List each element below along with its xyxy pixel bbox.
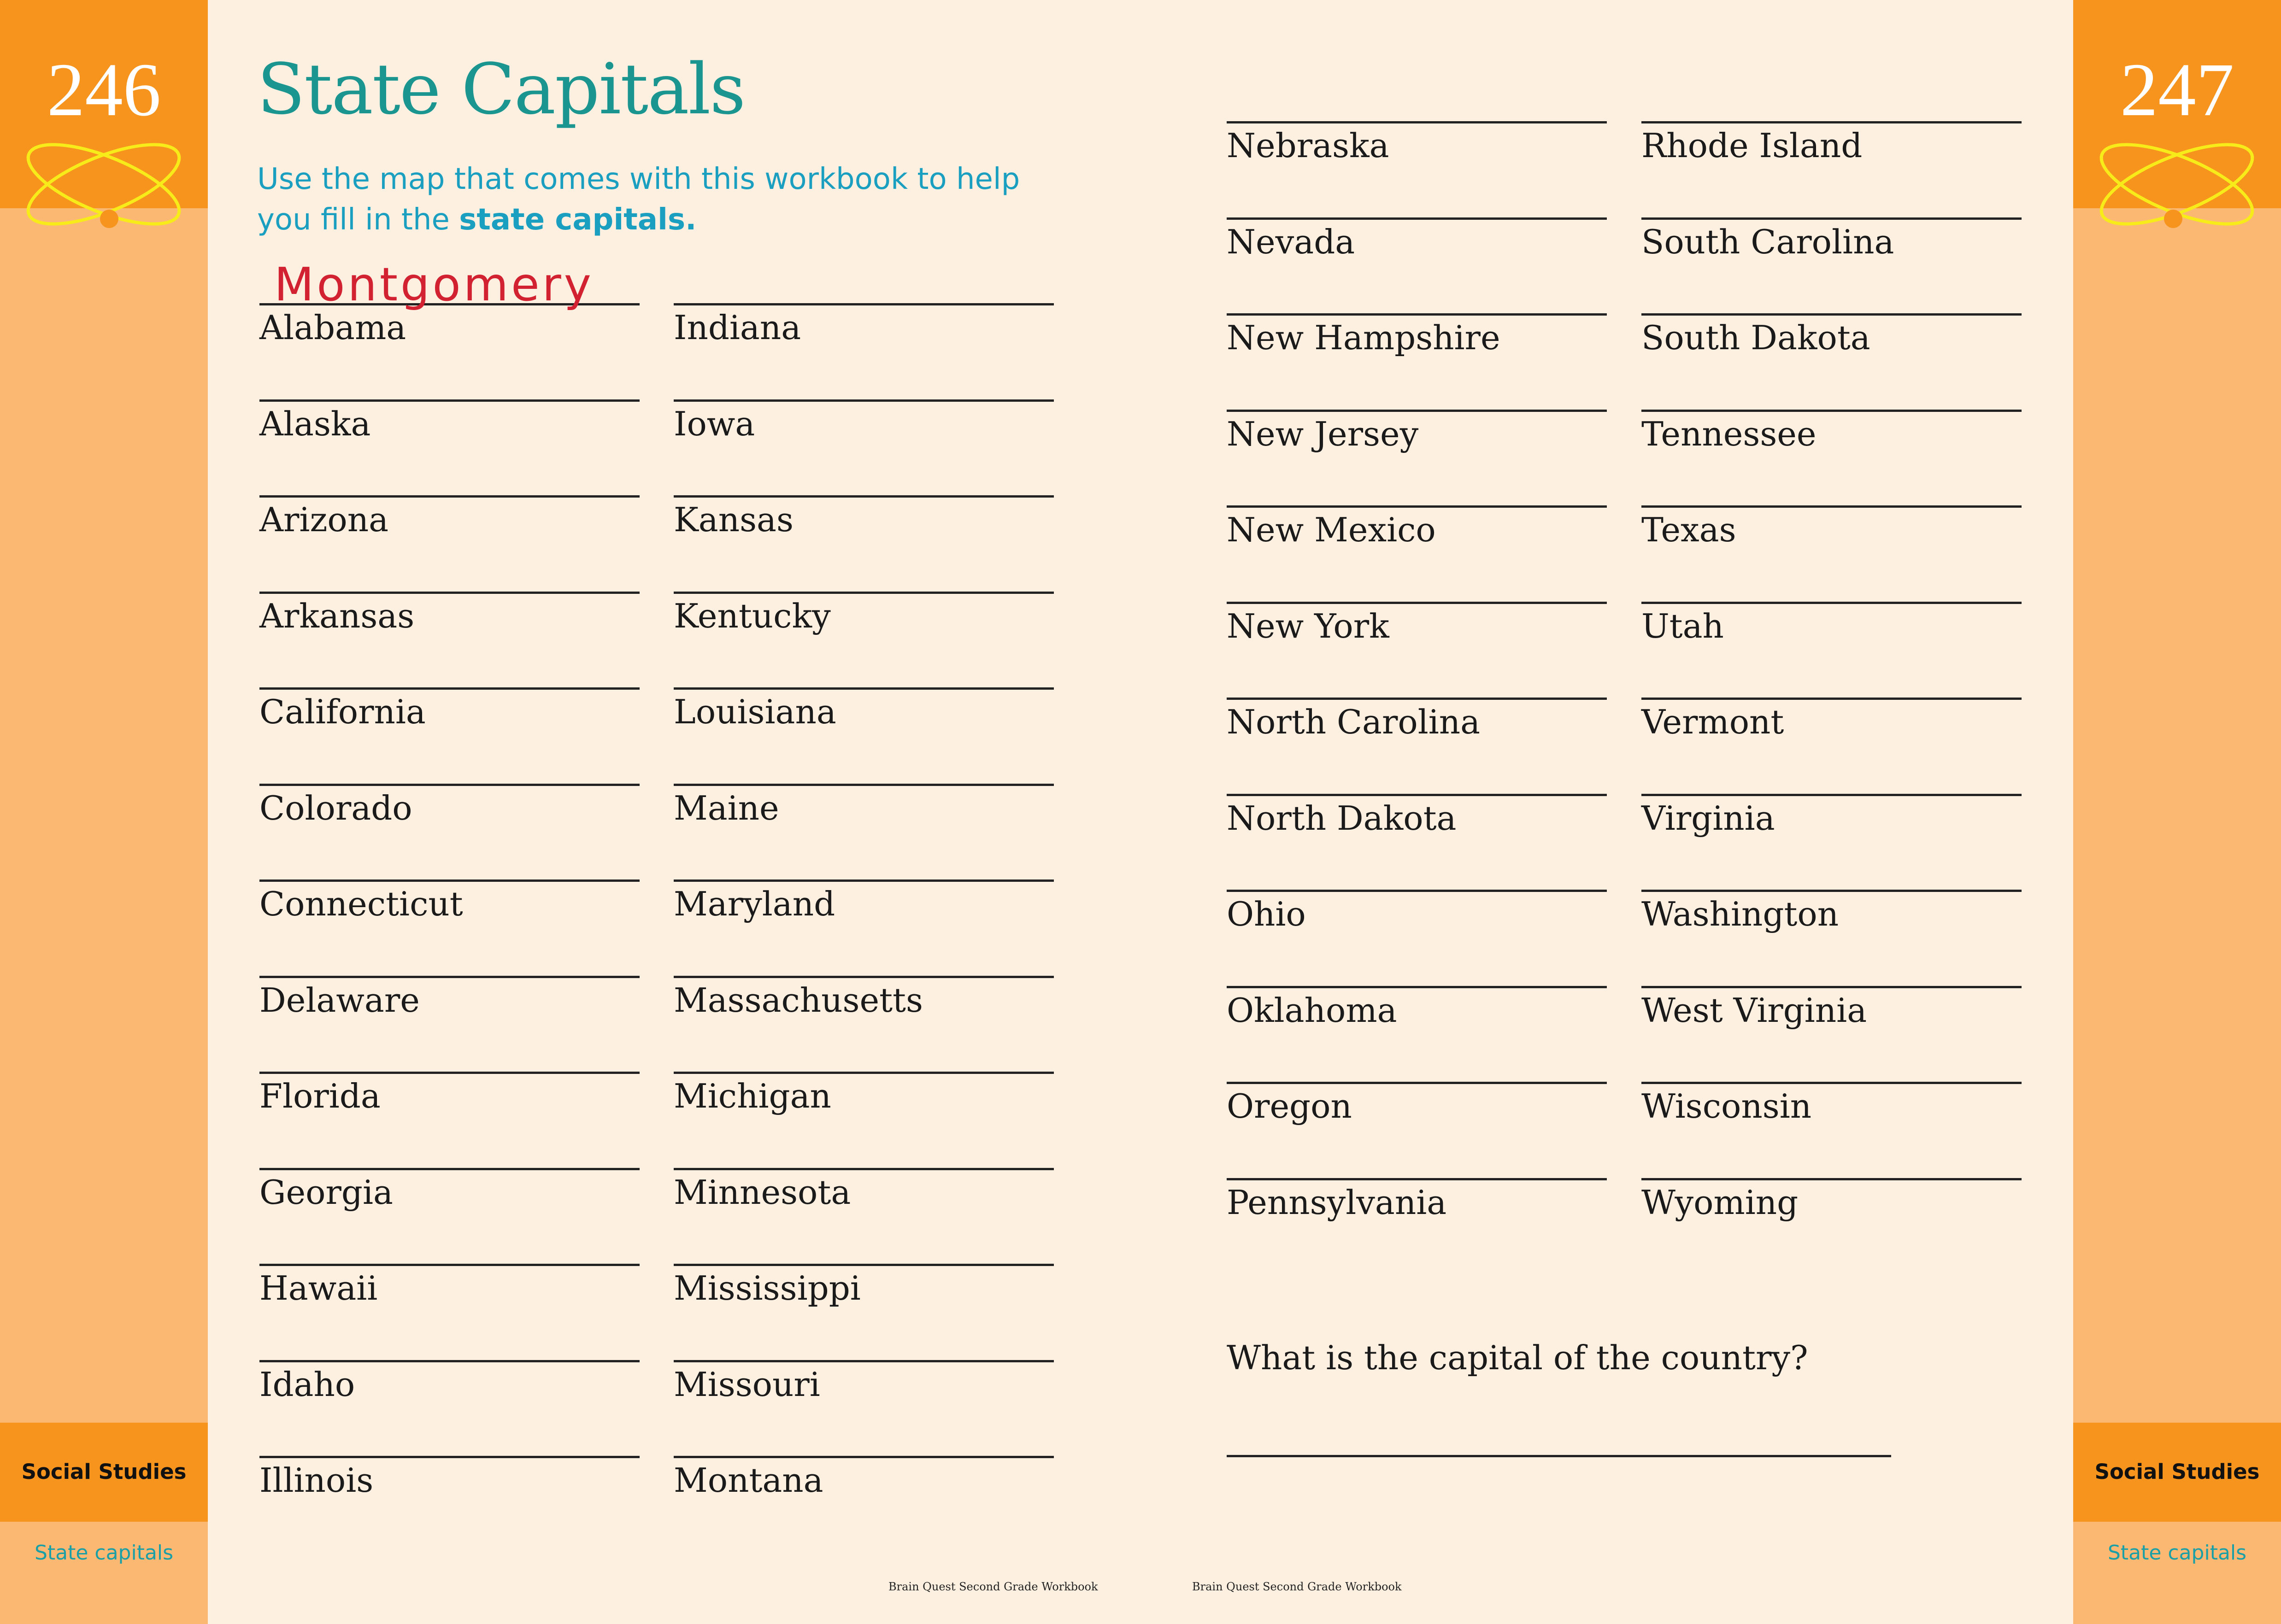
answer-line[interactable] xyxy=(1227,890,1607,892)
answer-line[interactable] xyxy=(1227,217,1607,220)
state-name: Louisiana xyxy=(674,692,836,731)
topic-label-right: State capitals xyxy=(2107,1541,2247,1565)
state-name: Vermont xyxy=(1641,703,1784,741)
state-name: New Mexico xyxy=(1227,510,1436,549)
state-name: Iowa xyxy=(674,405,755,443)
instructions xyxy=(257,159,1064,240)
answer-line[interactable] xyxy=(1227,794,1607,796)
answer-line[interactable] xyxy=(674,303,1054,305)
state-name: Alabama xyxy=(259,308,406,347)
example-answer: Montgomery xyxy=(274,258,594,311)
right-sidebar xyxy=(2073,0,2281,1624)
page-number-left: 246 xyxy=(47,47,161,132)
answer-line[interactable] xyxy=(1641,698,2022,700)
answer-line[interactable] xyxy=(259,1168,640,1170)
country-capital-question: What is the capital of the country? xyxy=(1227,1338,1808,1377)
state-name: Colorado xyxy=(259,789,412,827)
state-name: Texas xyxy=(1641,510,1736,549)
answer-line[interactable] xyxy=(259,1456,640,1458)
answer-line[interactable] xyxy=(674,1456,1054,1458)
answer-line[interactable] xyxy=(674,592,1054,594)
state-name: Georgia xyxy=(259,1173,393,1212)
answer-line[interactable] xyxy=(1227,986,1607,988)
instructions-line-2 xyxy=(257,199,1064,240)
answer-line[interactable] xyxy=(1227,602,1607,604)
footer-left: Brain Quest Second Grade Workbook xyxy=(888,1580,1098,1593)
answer-line[interactable] xyxy=(1641,986,2022,988)
footer-right: Brain Quest Second Grade Workbook xyxy=(1192,1580,1402,1593)
page-title: State Capitals xyxy=(257,48,745,130)
state-name: Missouri xyxy=(674,1365,820,1404)
state-name: South Dakota xyxy=(1641,318,1870,357)
answer-line[interactable] xyxy=(1641,1178,2022,1180)
state-name: Virginia xyxy=(1641,799,1775,838)
answer-line[interactable] xyxy=(259,879,640,882)
answer-line[interactable] xyxy=(1641,217,2022,220)
answer-line[interactable] xyxy=(259,1072,640,1074)
topic-label-left: State capitals xyxy=(34,1541,174,1565)
answer-line[interactable] xyxy=(674,1168,1054,1170)
answer-line[interactable] xyxy=(674,1264,1054,1266)
state-name: Idaho xyxy=(259,1365,355,1404)
subject-label-right: Social Studies xyxy=(2094,1460,2260,1484)
state-name: Hawaii xyxy=(259,1269,378,1307)
answer-line[interactable] xyxy=(674,784,1054,786)
state-name: Illinois xyxy=(259,1461,374,1500)
answer-line[interactable] xyxy=(259,784,640,786)
answer-line[interactable] xyxy=(1227,1082,1607,1084)
state-name: Tennessee xyxy=(1641,415,1817,453)
answer-line[interactable] xyxy=(674,399,1054,402)
state-name: Maine xyxy=(674,789,779,827)
answer-line[interactable] xyxy=(1641,313,2022,316)
answer-line[interactable] xyxy=(1227,121,1607,123)
state-name: South Carolina xyxy=(1641,223,1894,261)
answer-line[interactable] xyxy=(674,687,1054,690)
answer-line[interactable] xyxy=(1641,410,2022,412)
state-name: California xyxy=(259,692,426,731)
left-sidebar xyxy=(0,0,208,1624)
answer-line[interactable] xyxy=(259,1360,640,1362)
state-name: Wisconsin xyxy=(1641,1087,1812,1126)
state-name: New York xyxy=(1227,607,1389,645)
state-name: Alaska xyxy=(259,405,371,443)
answer-line[interactable] xyxy=(1641,1082,2022,1084)
answer-line[interactable] xyxy=(1641,602,2022,604)
answer-line[interactable] xyxy=(674,495,1054,498)
state-name: Oklahoma xyxy=(1227,991,1397,1030)
answer-line[interactable] xyxy=(1227,313,1607,316)
instructions-line-2-text: you fill in the xyxy=(257,203,459,237)
answer-line[interactable] xyxy=(1227,1178,1607,1180)
state-name: Washington xyxy=(1641,895,1839,933)
state-name: New Jersey xyxy=(1227,415,1419,453)
state-name: Rhode Island xyxy=(1641,126,1863,165)
answer-line[interactable] xyxy=(259,495,640,498)
state-name: West Virginia xyxy=(1641,991,1867,1030)
answer-line[interactable] xyxy=(674,976,1054,978)
state-name: Oregon xyxy=(1227,1087,1352,1126)
state-name: Arizona xyxy=(259,500,389,539)
state-name: Mississippi xyxy=(674,1269,861,1307)
instructions-emphasis: state capitals. xyxy=(459,203,697,237)
atom-icon xyxy=(21,124,187,244)
state-name: Wyoming xyxy=(1641,1183,1799,1222)
state-name: Maryland xyxy=(674,885,835,923)
state-name: Pennsylvania xyxy=(1227,1183,1447,1222)
subject-label-left: Social Studies xyxy=(21,1460,187,1484)
answer-line[interactable] xyxy=(674,1072,1054,1074)
state-name: Connecticut xyxy=(259,885,463,923)
answer-line[interactable] xyxy=(1641,121,2022,123)
country-capital-answer-line[interactable] xyxy=(1227,1455,1891,1457)
state-name: Michigan xyxy=(674,1077,831,1115)
state-name: Utah xyxy=(1641,607,1724,645)
state-name: Florida xyxy=(259,1077,381,1115)
state-name: Kansas xyxy=(674,500,794,539)
state-name: North Dakota xyxy=(1227,799,1457,838)
answer-line[interactable] xyxy=(259,1264,640,1266)
atom-icon xyxy=(2094,124,2260,244)
answer-line[interactable] xyxy=(259,687,640,690)
answer-line[interactable] xyxy=(674,879,1054,882)
answer-line[interactable] xyxy=(1641,505,2022,508)
state-name: Kentucky xyxy=(674,597,831,635)
answer-line[interactable] xyxy=(259,592,640,594)
state-name: New Hampshire xyxy=(1227,318,1500,357)
state-name: Delaware xyxy=(259,981,420,1020)
page-number-right: 247 xyxy=(2120,47,2234,132)
answer-line[interactable] xyxy=(259,399,640,402)
state-name: Arkansas xyxy=(259,597,415,635)
state-name: Indiana xyxy=(674,308,801,347)
state-name: Nevada xyxy=(1227,223,1355,261)
answer-line[interactable] xyxy=(1641,794,2022,796)
answer-line[interactable] xyxy=(674,1360,1054,1362)
answer-line[interactable] xyxy=(1227,410,1607,412)
state-name: Montana xyxy=(674,1461,823,1500)
answer-line[interactable] xyxy=(1641,890,2022,892)
state-name: North Carolina xyxy=(1227,703,1481,741)
state-name: Nebraska xyxy=(1227,126,1389,165)
answer-line[interactable] xyxy=(1227,505,1607,508)
instructions-line-1: Use the map that comes with this workbook to help xyxy=(257,162,1020,196)
state-name: Minnesota xyxy=(674,1173,851,1212)
state-name: Massachusetts xyxy=(674,981,923,1020)
answer-line[interactable] xyxy=(259,976,640,978)
answer-line[interactable] xyxy=(1227,698,1607,700)
state-name: Ohio xyxy=(1227,895,1306,933)
